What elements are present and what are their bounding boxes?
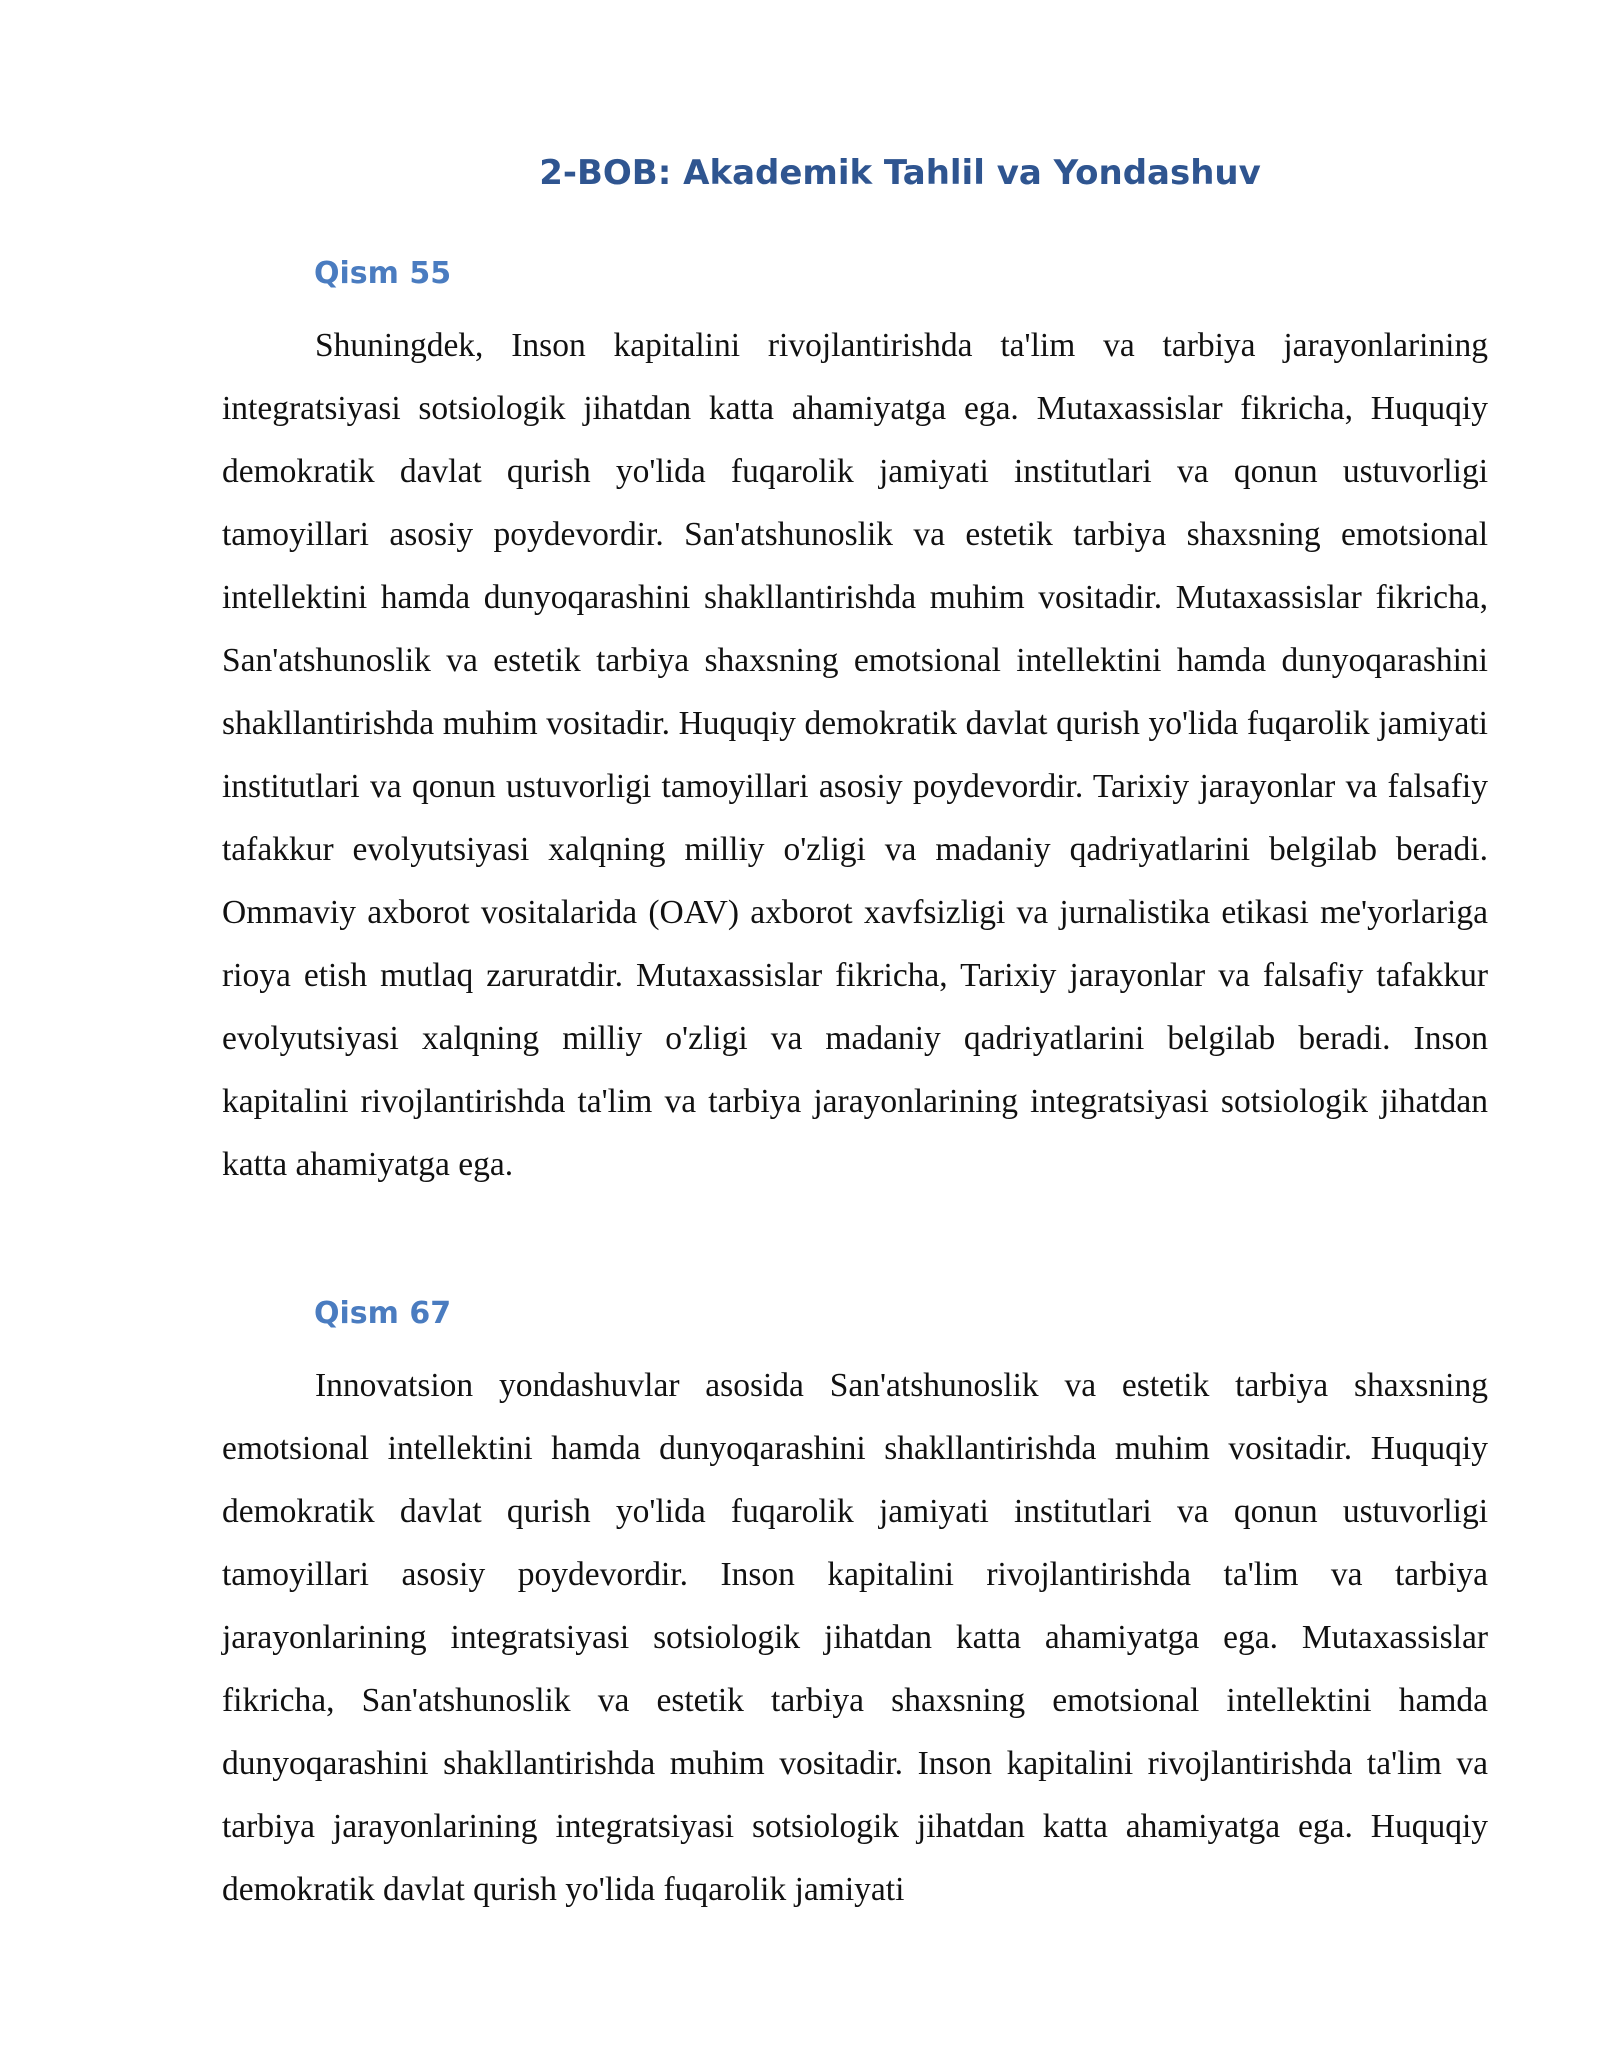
section-body-paragraph: Innovatsion yondashuvlar asosida San'atshunoslik va estetik tarbiya shaxsning emotsional intellektini hamda dunyoqarashini shakllantirishda muhim vositadir. Huquqiy demokratik davlat qurish yo'lida fuqarolik jamiyati institutlari va qonun ustuvorligi tamoyillari asosiy poydevordir. Inson kapitalini rivojlantirishda ta'lim va tarbiya jarayonlarining integratsiyasi sotsiologik jihatdan katta ahamiyatga ega. Mutaxassislar fikricha, San'atshunoslik va estetik tarbiya shaxsning emotsional intellektini hamda dunyoqarashini shakllantirishda muhim vositadir. Inson kapitalini rivojlantirishda ta'lim va tarbiya jarayonlarining integratsiyasi sotsiologik jihatdan katta ahamiyatga ega. Huquqiy demokratik davlat qurish yo'lida fuqarolik jamiyati — [222, 1367, 1488, 1908]
section-heading: Qism 67 — [314, 1296, 452, 1331]
section-qism-67 — [222, 1292, 1488, 1921]
section-heading: Qism 55 — [314, 256, 452, 291]
chapter-title: 2-BOB: Akademik Tahlil va Yondashuv — [539, 153, 1261, 193]
section-body-paragraph: Shuningdek, Inson kapitalini rivojlantirishda ta'lim va tarbiya jarayonlarining integratsiyasi sotsiologik jihatdan katta ahamiyatga ega. Mutaxassislar fikricha, Huquqiy demokratik davlat qurish yo'lida fuqarolik jamiyati institutlari va qonun ustuvorligi tamoyillari asosiy poydevordir. San'atshunoslik va estetik tarbiya shaxsning emotsional intellektini hamda dunyoqarashini shakllantirishda muhim vositadir. Mutaxassislar fikricha, San'atshunoslik va estetik tarbiya shaxsning emotsional intellektini hamda dunyoqarashini shakllantirishda muhim vositadir. Huquqiy demokratik davlat qurish yo'lida fuqarolik jamiyati institutlari va qonun ustuvorligi tamoyillari asosiy poydevordir. Tarixiy jarayonlar va falsafiy tafakkur evolyutsiyasi xalqning milliy o'zligi va madaniy qadriyatlarini belgilab beradi. Ommaviy axborot vositalarida (OAV) axborot xavfsizligi va jurnalistika etikasi me'yorlariga rioya etish mutlaq zaruratdir. Mutaxassislar fikricha, Tarixiy jarayonlar va falsafiy tafakkur evolyutsiyasi xalqning milliy o'zligi va madaniy qadriyatlarini belgilab beradi. Inson kapitalini rivojlantirishda ta'lim va tarbiya jarayonlarining integratsiyasi sotsiologik jihatdan katta ahamiyatga ega. — [222, 327, 1488, 1183]
section-qism-55 — [222, 252, 1488, 1196]
